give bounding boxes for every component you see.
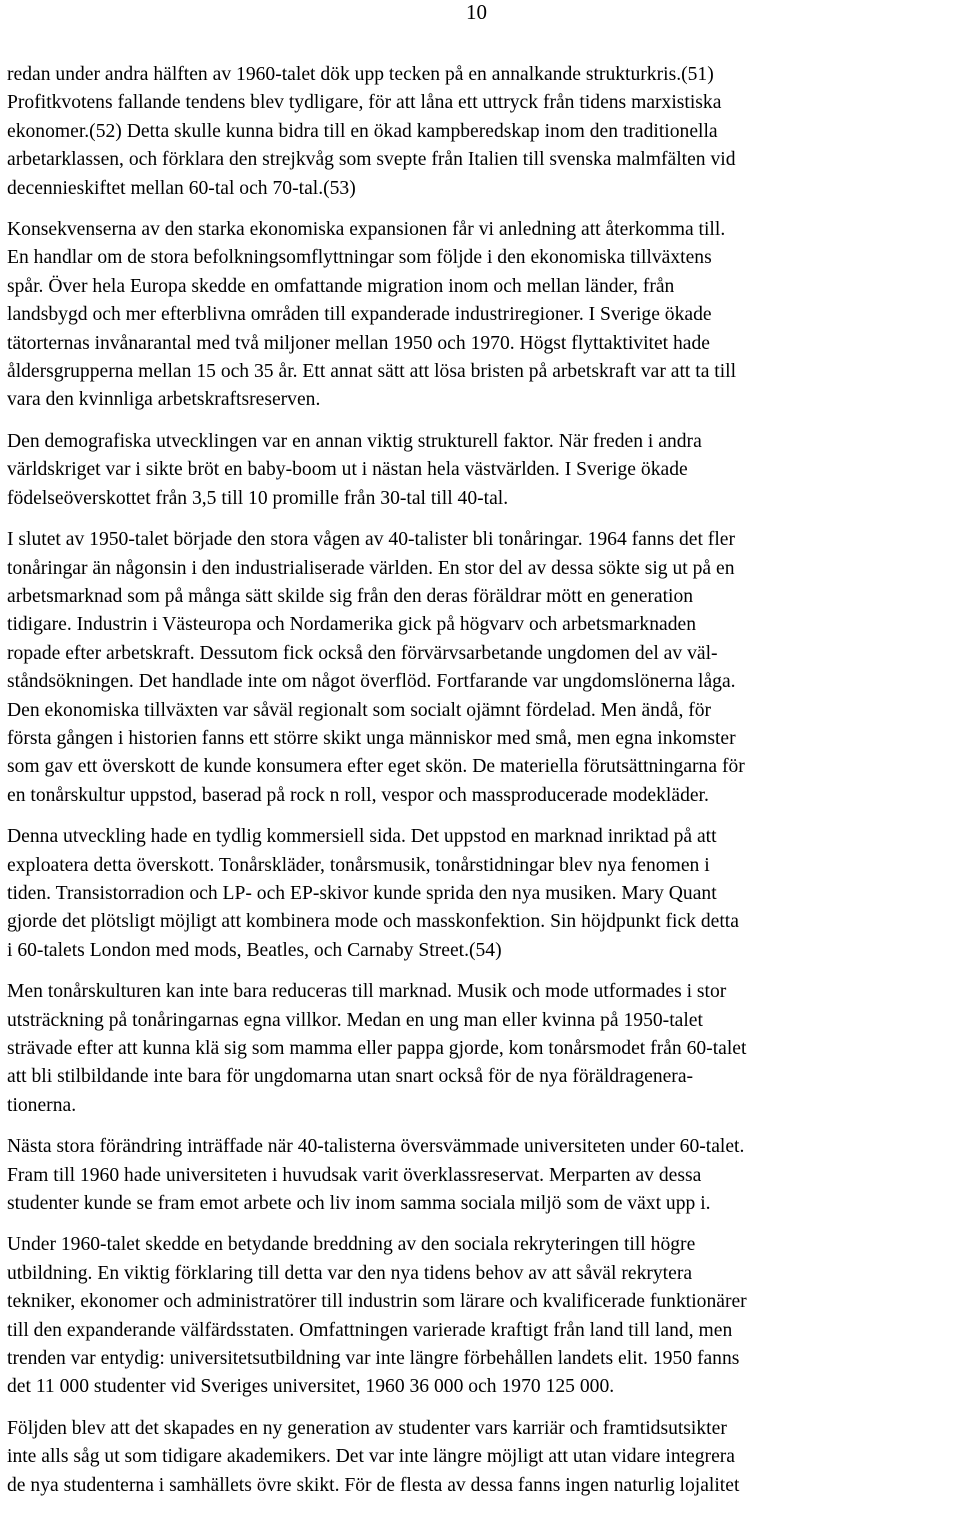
text-line: decennieskiftet mellan 60-tal och 70-tal.(53) xyxy=(7,177,356,199)
text-line: tiden. Transistorradion och LP- och EP-skivor kunde sprida den nya musiken. Mary Quant xyxy=(7,882,717,904)
text-line: exploatera detta överskott. Tonårskläder, tonårsmusik, tonårstidningar blev nya fenomen i xyxy=(7,854,710,876)
paragraph xyxy=(7,1231,957,1401)
text-line: gjorde det plötsligt möjligt att kombinera mode och masskonfektion. Sin höjdpunkt fick detta xyxy=(7,911,739,933)
text-line: I slutet av 1950-talet började den stora vågen av 40-talister bli tonåringar. 1964 fanns det fler xyxy=(7,529,736,551)
paragraph xyxy=(7,1415,957,1500)
text-line: de nya studenterna i samhällets övre skikt. För de flesta av dessa fanns ingen naturlig lojalitet xyxy=(7,1474,740,1496)
text-line: Under 1960-talet skedde en betydande breddning av den sociala rekryteringen till högre xyxy=(7,1234,696,1256)
text-line: utbildning. En viktig förklaring till detta var den nya tidens behov av att såväl rekrytera xyxy=(7,1262,693,1284)
document-body xyxy=(7,61,957,1513)
text-line: i 60-talets London med mods, Beatles, och Carnaby Street.(54) xyxy=(7,939,502,961)
text-line: inte alls såg ut som tidigare akademikers. Det var inte längre möjligt att utan vidare integrera xyxy=(7,1446,735,1468)
text-line: tidigare. Industrin i Västeuropa och Nordamerika gick på högvarv och arbetsmarknaden xyxy=(7,614,696,636)
text-line: Denna utveckling hade en tydlig kommersiell sida. Det uppstod en marknad inriktad på att xyxy=(7,826,717,848)
text-line: åldersgrupperna mellan 15 och 35 år. Ett annat sätt att lösa bristen på arbetskraft var att ta till xyxy=(7,361,737,383)
text-line: landsbygd och mer efterblivna områden till expanderade industriregioner. I Sverige ökade xyxy=(7,304,712,326)
text-line: vara den kvinnliga arbetskraftsreserven. xyxy=(7,389,321,411)
paragraph xyxy=(7,978,957,1120)
paragraph xyxy=(7,216,957,415)
paragraph xyxy=(7,823,957,965)
paragraph xyxy=(7,61,957,203)
text-line: utsträckning på tonåringarnas egna villkor. Medan en ung man eller kvinna på 1950-talet xyxy=(7,1009,703,1031)
page-number: 10 xyxy=(466,0,487,24)
text-line: födelseöverskottet från 3,5 till 10 promille från 30-tal till 40-tal. xyxy=(7,487,509,509)
text-line: Konsekvenserna av den starka ekonomiska expansionen får vi anledning att återkomma till. xyxy=(7,219,726,241)
text-line: Men tonårskulturen kan inte bara reduceras till marknad. Musik och mode utformades i stor xyxy=(7,981,727,1003)
text-line: Nästa stora förändring inträffade när 40-talisterna översvämmade universiteten under 60-talet. xyxy=(7,1136,745,1158)
text-line: spår. Över hela Europa skedde en omfattande migration inom och mellan länder, från xyxy=(7,275,675,297)
text-line: det 11 000 studenter vid Sveriges universitet, 1960 36 000 och 1970 125 000. xyxy=(7,1376,615,1398)
text-line: Den ekonomiska tillväxten var såväl regionalt som socialt ojämnt fördelad. Men ändå, för xyxy=(7,699,712,721)
text-line: första gången i historien fanns ett större skikt unga människor med små, men egna inkomster xyxy=(7,727,736,749)
text-line: ropade efter arbetskraft. Dessutom fick också den förvärvsarbetande ungdomen del av väl- xyxy=(7,642,718,664)
text-line: som gav ett överskott de kunde konsumera efter eget skön. De materiella förutsättningarna för xyxy=(7,756,745,778)
text-line: ståndsökningen. Det handlade inte om något överflöd. Fortfarande var ungdomslönerna låga. xyxy=(7,671,736,693)
text-line: Fram till 1960 hade universiteten i huvudsak varit överklassreservat. Merparten av dessa xyxy=(7,1164,702,1186)
paragraph xyxy=(7,1133,957,1218)
text-line: till den expanderande välfärdsstaten. Omfattningen varierade kraftigt från land till land, men xyxy=(7,1319,733,1341)
text-line: studenter kunde se fram emot arbete och liv inom samma sociala miljö som de växt upp i. xyxy=(7,1193,711,1215)
text-line: Den demografiska utvecklingen var en annan viktig strukturell faktor. När freden i andra xyxy=(7,430,702,452)
text-line: arbetsmarknad som på många sätt skilde sig från den deras föräldrar mött en generation xyxy=(7,585,694,607)
text-line: redan under andra hälften av 1960-talet dök upp tecken på en annalkande strukturkris.(51) xyxy=(7,64,714,85)
text-line: trenden var entydig: universitetsutbildning var inte längre förbehållen landets elit. 1950 fanns xyxy=(7,1348,740,1370)
text-line: strävade efter att kunna klä sig som mamma eller pappa gjorde, kom tonårsmodet från 60-talet xyxy=(7,1038,747,1059)
text-line: tonåringar än någonsin i den industrialiserade världen. En stor del av dessa sökte sig ut på en xyxy=(7,557,735,579)
text-line: tätorternas invånarantal med två miljoner mellan 1950 och 1970. Högst flyttaktivitet hade xyxy=(7,332,711,354)
text-line: världskriget var i sikte bröt en baby-boom ut i nästan hela västvärlden. I Sverige ökade xyxy=(7,459,688,481)
text-line: ekonomer.(52) Detta skulle kunna bidra till en ökad kampberedskap inom den traditionella xyxy=(7,120,718,142)
paragraph xyxy=(7,526,957,810)
text-line: att bli stilbildande inte bara för ungdomarna utan snart också för de nya föräldragenera- xyxy=(7,1066,694,1088)
paragraph xyxy=(7,428,957,513)
text-line: En handlar om de stora befolkningsomflyttningar som följde i den ekonomiska tillväxtens xyxy=(7,247,712,269)
text-line: tekniker, ekonomer och administratörer till industrin som lärare och kvalificerade funktionärer xyxy=(7,1291,747,1313)
text-line: tionerna. xyxy=(7,1094,77,1116)
text-line: Profitkvotens fallande tendens blev tydligare, för att låna ett uttryck från tidens marxistiska xyxy=(7,92,722,114)
text-line: en tonårskultur uppstod, baserad på rock n roll, vespor och massproducerade modekläder. xyxy=(7,784,709,806)
text-line: Följden blev att det skapades en ny generation av studenter vars karriär och framtidsutsikter xyxy=(7,1417,727,1439)
text-line: arbetarklassen, och förklara den strejkvåg som svepte från Italien till svenska malmfälten vid xyxy=(7,149,736,171)
